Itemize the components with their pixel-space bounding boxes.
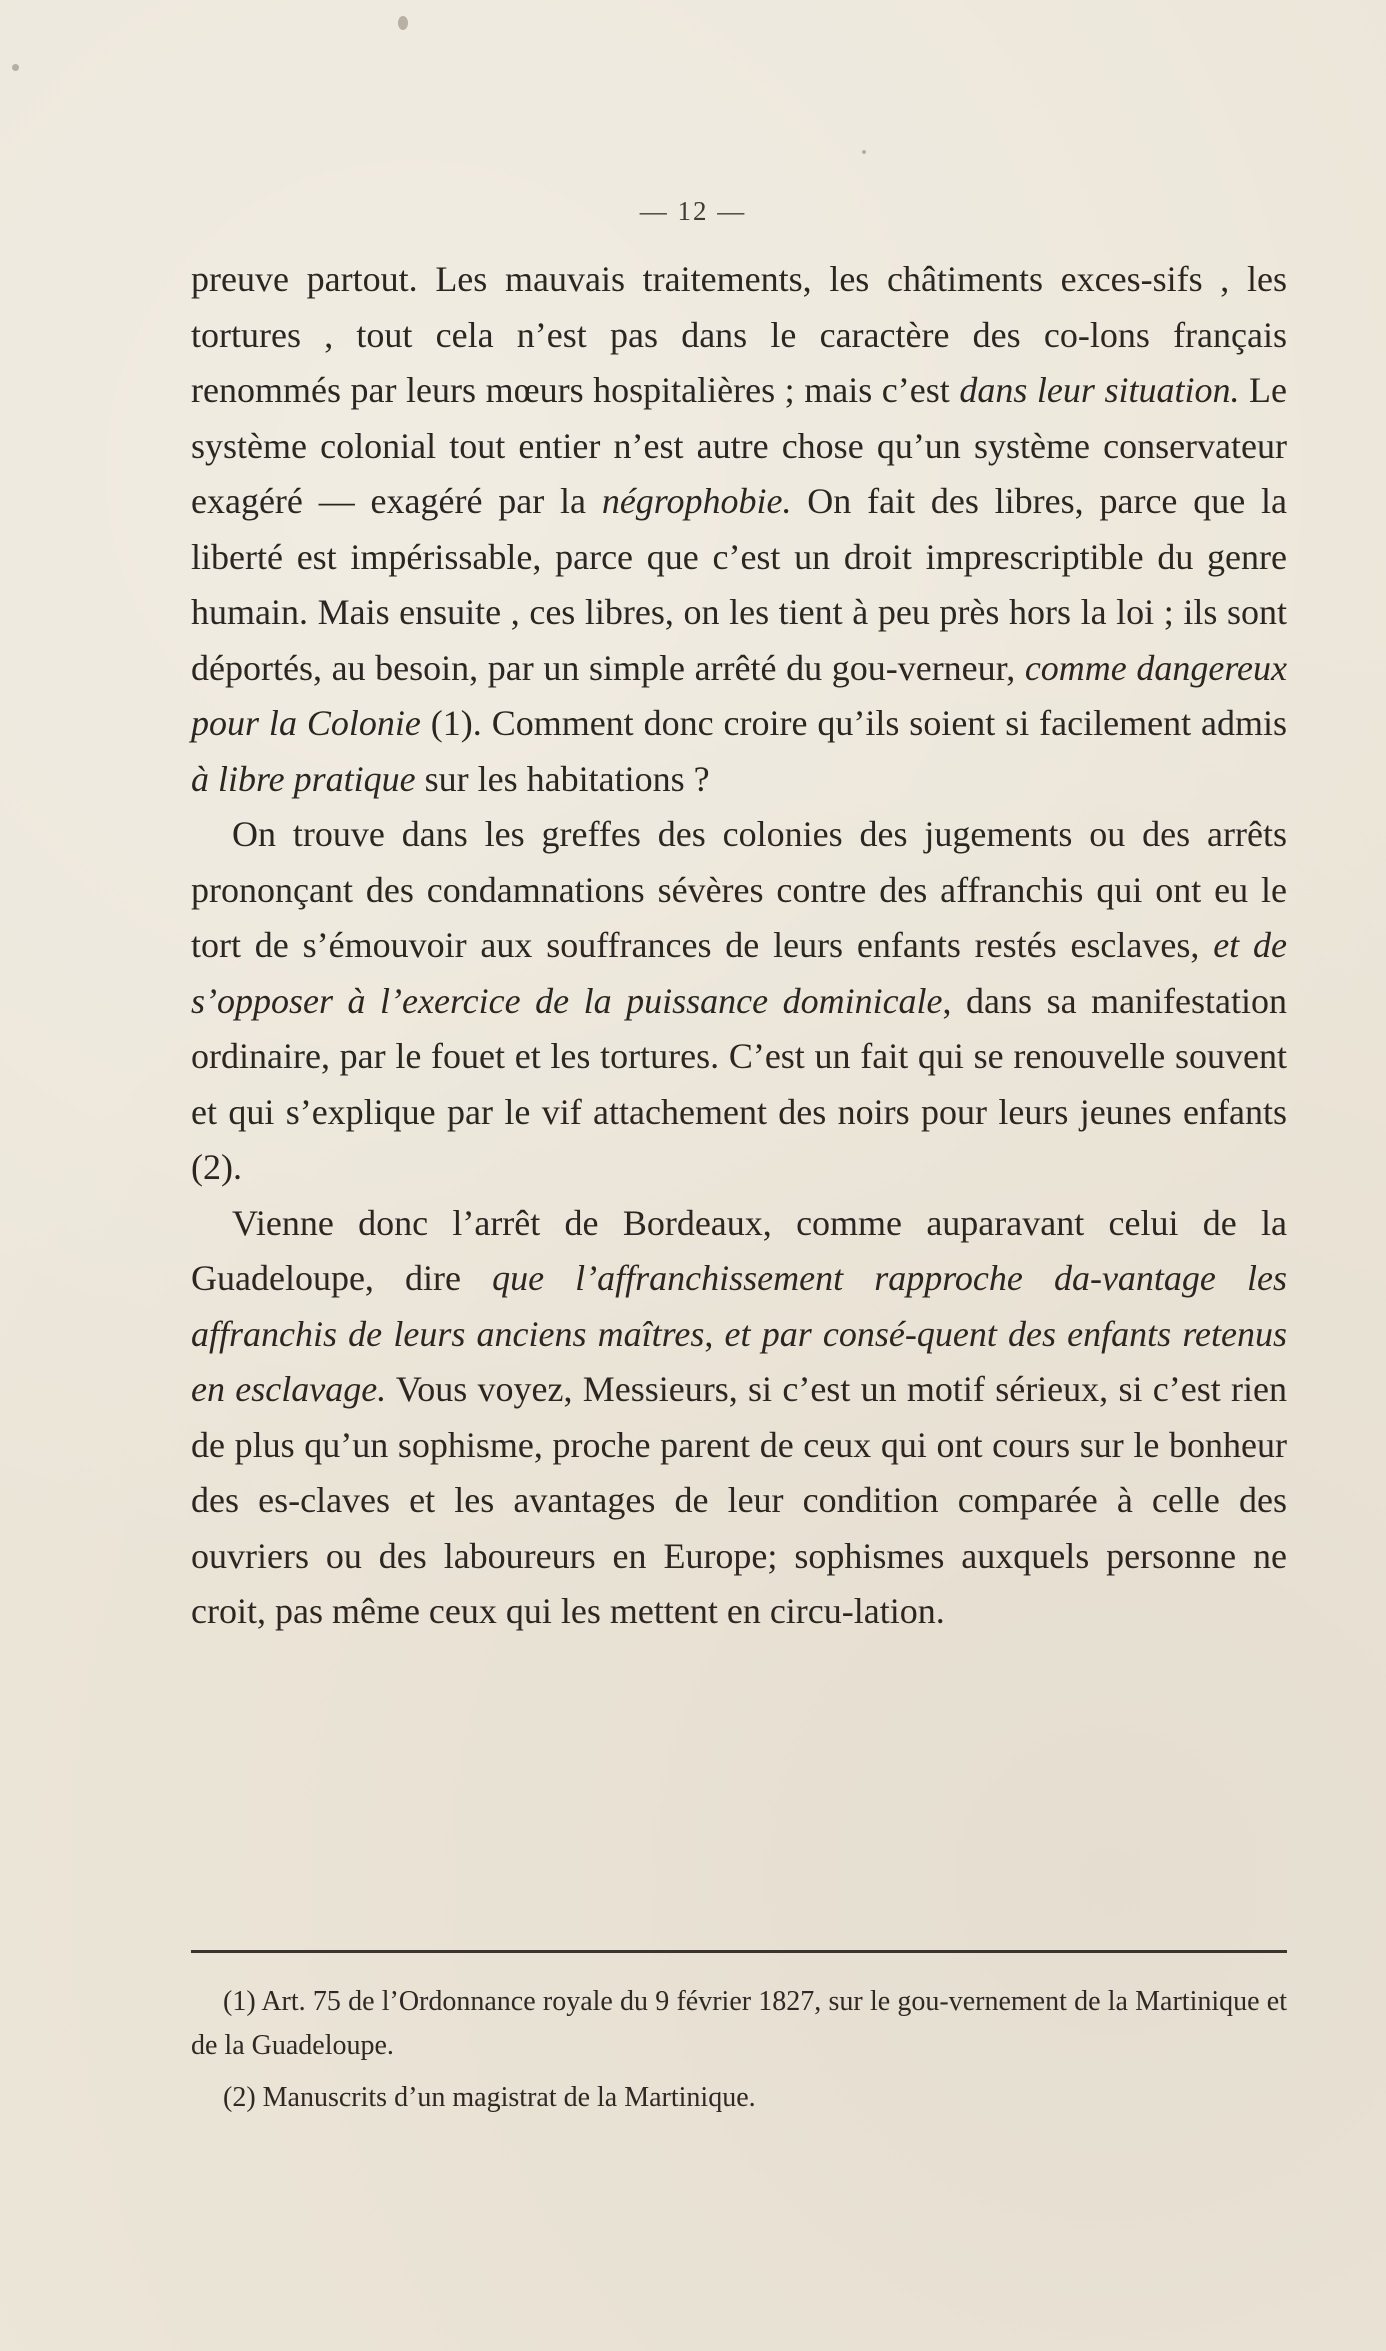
body-text — [191, 252, 1287, 1640]
paper-speck — [862, 150, 866, 154]
text-run: Le système colonial tout entier n’est autre chose qu’un système conservateur exagéré — exagéré par la — [191, 370, 1287, 521]
paragraph-3 — [191, 1196, 1287, 1640]
italic-run: négrophobie. — [601, 481, 792, 521]
italic-run: à libre pratique — [191, 758, 416, 799]
footnote-2: (2) Manuscrits d’un magistrat de la Martinique. — [223, 2082, 756, 2113]
text-run: Vienne donc l’arrêt de Bordeaux, comme auparavant celui de la Guadeloupe, dire — [191, 1202, 1287, 1298]
text-run: Vous voyez, Messieurs, si c’est un motif sérieux, si c’est rien de plus qu’un sophisme, proche parent de ceux qui ont cours sur le bonheur des es-claves et les avantages de leur condition comparée à celle des ouvriers ou des laboureurs en Europe; sophismes auxquels personne ne croit, pas même ceux qui les mettent en circu-lation. — [191, 1369, 1287, 1631]
text-run: , dans sa manifestation ordinaire, par le fouet et les tortures. C’est un fait qui se renouvelle souvent et qui s’explique par le vif attachement des noirs pour leurs jeunes enfants (2). — [191, 980, 1288, 1187]
page-number: — 12 — — [639, 196, 747, 226]
footnote-divider — [191, 1950, 1287, 1953]
paper-speck — [398, 16, 408, 30]
italic-run: et par consé-quent des enfants retenus en esclavage. — [191, 1313, 1287, 1409]
italic-run: dans leur situation. — [959, 370, 1240, 410]
footnotes — [191, 1980, 1287, 2128]
text-run: (1). Comment donc croire qu’ils soient si facilement admis — [420, 703, 1287, 743]
italic-run: comme dangereux pour la Colonie — [191, 647, 1288, 743]
text-run: preuve partout. Les mauvais traitements, les châtiments exces-sifs , les tortures , tout cela n’est pas dans le caractère des co-lons français renommés par leurs mœurs hospitalières ; mais c’est — [191, 259, 1287, 410]
paragraph-2 — [191, 807, 1287, 1196]
italic-run: et de s’opposer à l’exercice de la puissance dominicale — [191, 925, 1287, 1021]
text-run: On trouve dans les greffes des colonies des jugements ou des arrêts prononçant des condamnations sévères contre des affranchis qui ont eu le tort de s’émouvoir aux souffrances de leurs enfants restés esclaves, — [191, 814, 1287, 965]
paragraph-1 — [191, 252, 1287, 807]
footnote-1: (1) Art. 75 de l’Ordonnance royale du 9 février 1827, sur le gou-vernement de la Martinique et de la Guadeloupe. — [191, 1986, 1287, 2061]
italic-run: que l’affranchissement rapproche da-vantage les affranchis de leurs anciens maîtres — [191, 1258, 1287, 1354]
text-run: On fait des libres, parce que la liberté est impérissable, parce que c’est un droit imprescriptible du genre humain. Mais ensuite , ces libres, on les tient à peu près hors la loi ; ils sont déportés, au besoin, par un simple arrêté du gou-verneur, — [191, 481, 1287, 688]
text-run: , — [704, 1313, 725, 1354]
paper-speck — [12, 64, 19, 71]
text-run: sur les habitations ? — [415, 758, 710, 799]
